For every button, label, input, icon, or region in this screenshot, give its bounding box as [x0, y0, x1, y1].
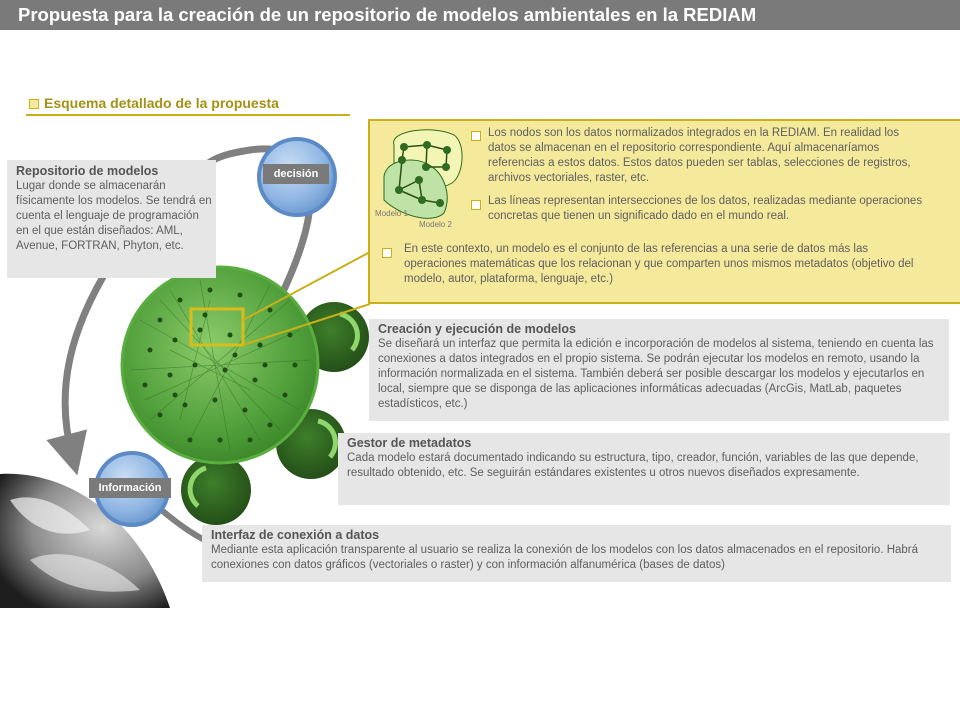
repository-box [7, 160, 216, 278]
metadata-text: Cada modelo estará documentado indicando su estructura, tipo, creador, función, variables de las que depende, resultado obtenido, etc. Se seguirán estándares existentes u otros nuevos diseñados expresamente. [347, 452, 919, 479]
legend-nodes-text: Los nodos son los datos normalizados integrados en la REDIAM. En realidad los datos se almacenan en el repositorio correspondiente. Aquí almacenaríamos referencias a estos datos. Estos datos pueden ser tablas, selecciones de registros, archivos vectoriales, raster, etc. [488, 127, 911, 184]
model1-label: Modelo 1 [375, 209, 408, 218]
page-title: Propuesta para la creación de un repositorio de modelos ambientales en la REDIAM [18, 4, 757, 25]
model2-label: Modelo 2 [419, 220, 452, 229]
creation-title: Creación y ejecución de modelos [378, 322, 576, 336]
legend-lines-text: Las líneas representan intersecciones de los datos, realizadas mediante operaciones concretas que tienen un significado dado en el mundo real. [488, 195, 923, 222]
decision-label: decisión [263, 164, 329, 184]
repository-text: Lugar donde se almacenarán físicamente los modelos. Se tendrá en cuenta el lenguaje de programación en el que están diseñados: AML, Avenue, FORTRAN, Phyton, etc. [16, 180, 212, 252]
interface-box [202, 525, 951, 582]
bullet-icon [471, 131, 481, 141]
repository-title: Repositorio de modelos [16, 164, 159, 178]
section-title: Esquema detallado de la propuesta [44, 95, 279, 111]
model-graph-icon [374, 125, 474, 235]
interface-text: Mediante esta aplicación transparente al usuario se realiza la conexión de los modelos con los datos almacenados en el repositorio. Habrá conexiones con datos gráficos (vectoriales o raster) y con información alfanumérica (bases de datos) [211, 544, 919, 571]
metadata-title: Gestor de metadatos [347, 436, 472, 450]
left-arrow [65, 265, 110, 455]
bullet-icon [382, 248, 392, 258]
bullet-icon [471, 200, 481, 210]
interface-title: Interfaz de conexión a datos [211, 528, 380, 542]
metadata-box [338, 433, 950, 505]
creation-box [369, 319, 949, 421]
information-label: Información [89, 478, 171, 498]
creation-text: Se diseñará un interfaz que permita la edición e incorporación de modelos al sistema, teniendo en cuenta las conexiones a datos integrados en el propio sistema. Se podrán ejecutar los modelos en remoto, usando la información normalizada en el sistema. También deberá ser posible descargar los modelos y ejecutarlos en local, siempre que se disponga de las aplicaciones informáticas adecuadas (ArcGis, MatLab, paquetes estadísticos, etc.) [378, 338, 934, 410]
legend-box [368, 119, 960, 304]
interface-node [181, 455, 251, 525]
legend-model-text: En este contexto, un modelo es el conjunto de las referencias a una serie de datos más las operaciones matemáticas que los relacionan y que comparten unos mismos metadatos (objetivo del modelo, autor, plataforma, lenguaje, etc.) [404, 243, 914, 285]
